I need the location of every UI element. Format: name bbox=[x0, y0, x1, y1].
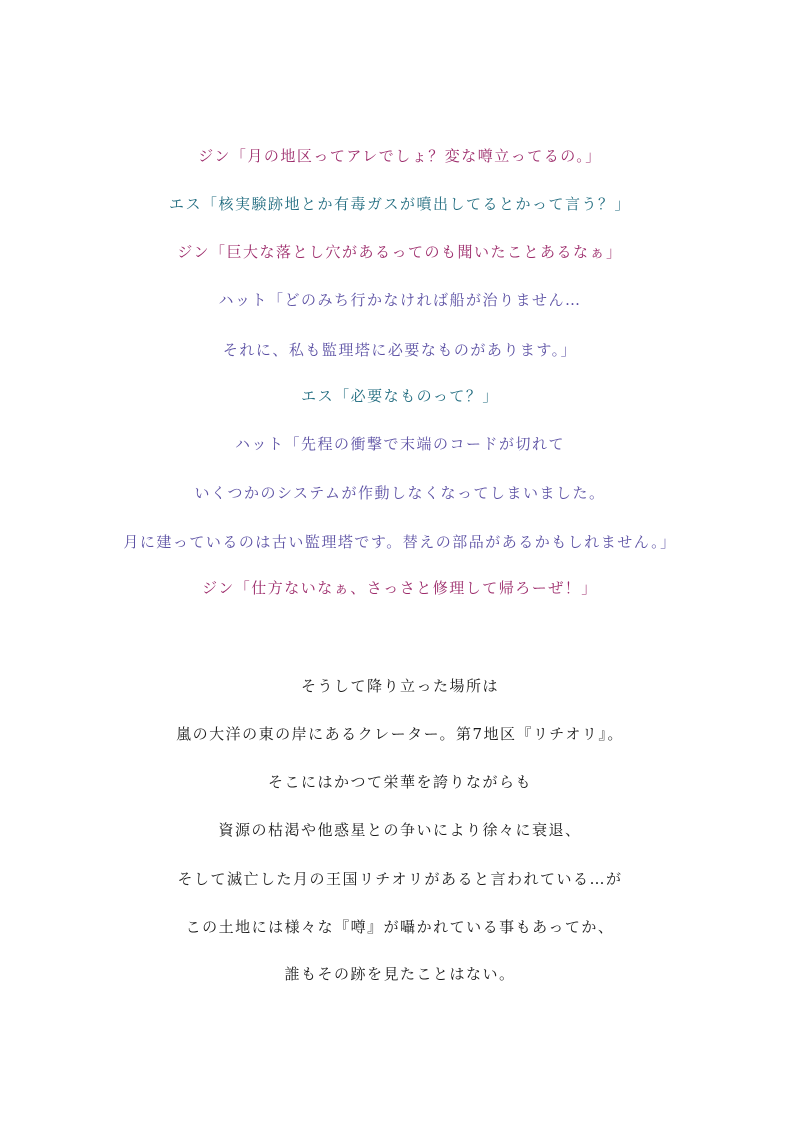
narration-line: そこにはかつて栄華を誇りながらも bbox=[267, 773, 532, 791]
dialogue-line-jin: ジン「巨大な落とし穴があるってのも聞いたことあるなぁ」 bbox=[177, 243, 623, 261]
narration-line: 嵐の大洋の東の岸にあるクレーター。第7地区『リチオリ』。 bbox=[176, 725, 624, 743]
dialogue-line-hat: 月に建っているのは古い監理塔です。替えの部品があるかもしれません。」 bbox=[123, 533, 677, 551]
dialogue-line-hat: ハット「どのみち行かなければ船が治りません… bbox=[218, 291, 582, 309]
narration-line: この土地には様々な『噂』が囁かれている事もあってか、 bbox=[185, 918, 615, 936]
narration-line: 資源の枯渇や他惑星との争いにより徐々に衰退、 bbox=[218, 821, 582, 839]
dialogue-line-es: エス「必要なものって？」 bbox=[301, 387, 499, 405]
dialogue-line-hat: ハット「先程の衝撃で末端のコードが切れて bbox=[234, 435, 565, 453]
dialogue-line-es: エス「核実験跡地とか有毒ガスが噴出してるとかって言う？」 bbox=[168, 195, 631, 213]
narration-line: そして滅亡した月の王国リチオリがあると言われている…が bbox=[177, 870, 623, 888]
dialogue-line-hat: それに、私も監理塔に必要なものがあります。」 bbox=[222, 341, 578, 359]
dialogue-line-jin: ジン「月の地区ってアレでしょ？変な噂立ってるの。」 bbox=[198, 147, 602, 165]
dialogue-line-hat: いくつかのシステムが作動しなくなってしまいました。 bbox=[194, 484, 606, 502]
narration-line: そうして降り立った場所は bbox=[300, 677, 499, 695]
dialogue-line-jin: ジン「仕方ないなぁ、さっさと修理して帰ろーぜ！」 bbox=[202, 579, 598, 597]
narration-line: 誰もその跡を見たことはない。 bbox=[284, 965, 516, 983]
